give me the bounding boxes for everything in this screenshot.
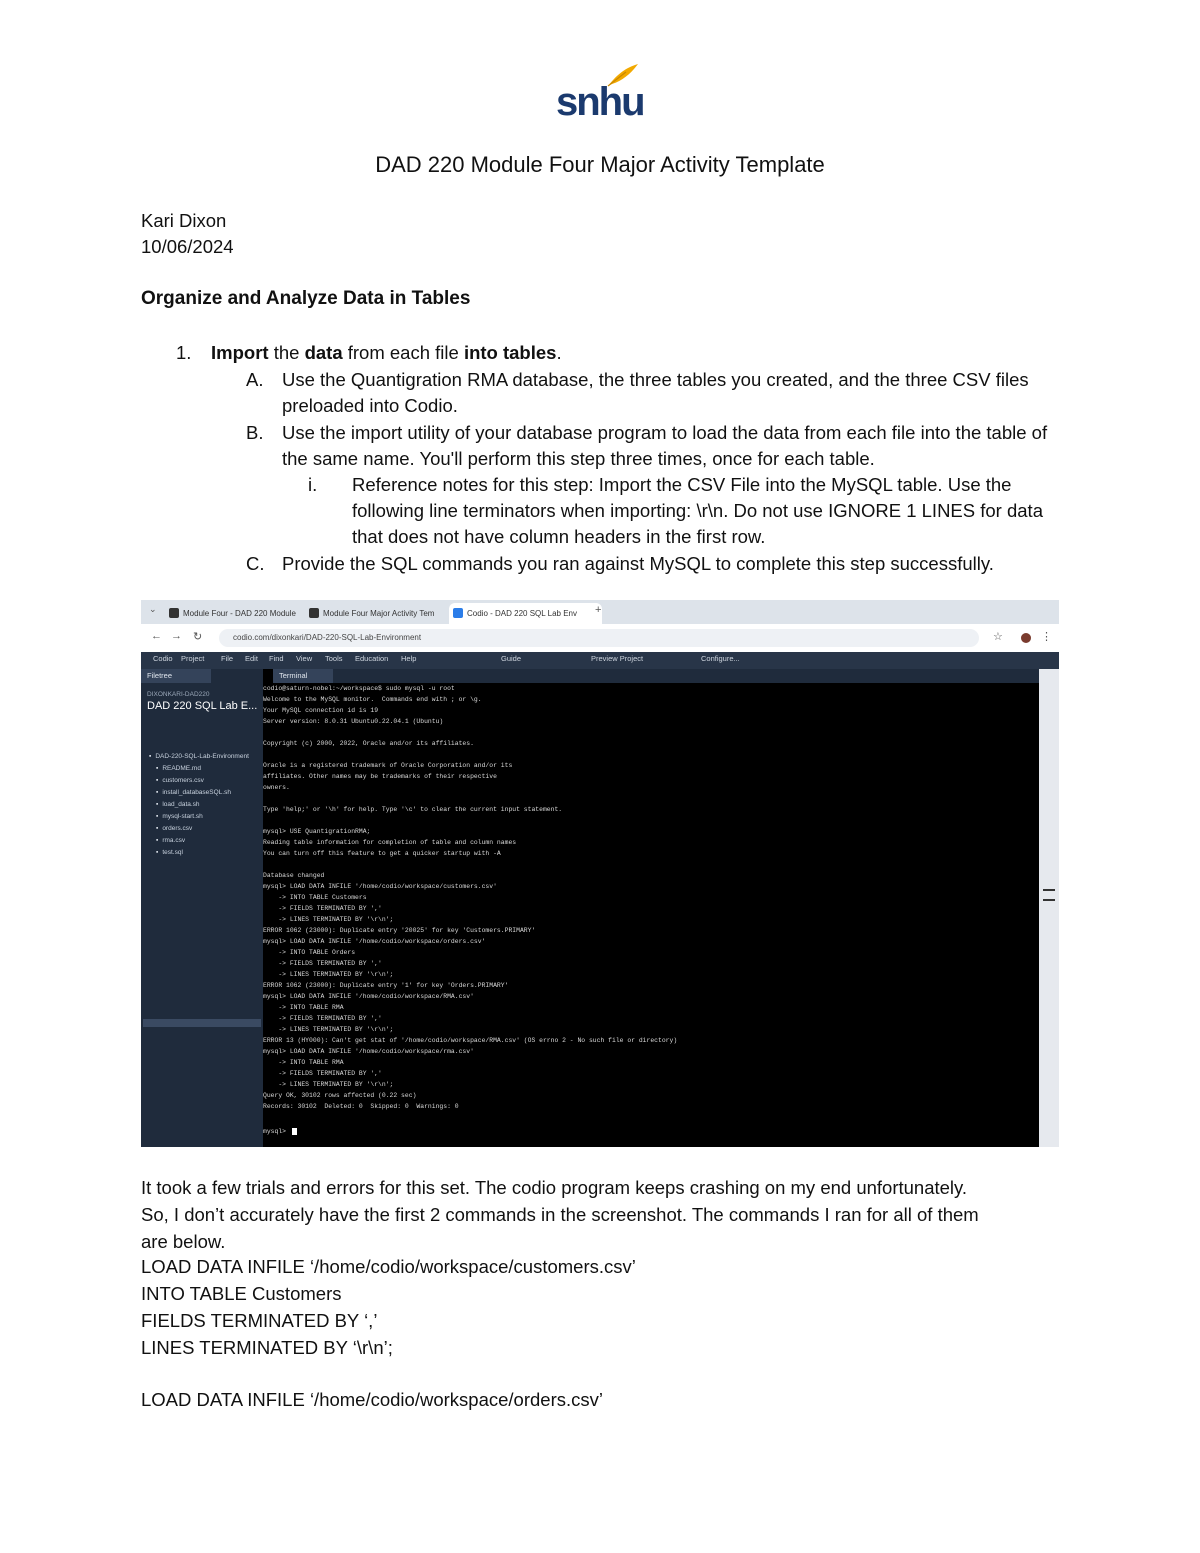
tree-item[interactable]: ▪ load_data.sh [156, 801, 258, 808]
tree-root[interactable]: ▪ DAD-220-SQL-Lab-Environment [149, 753, 251, 760]
url-input[interactable]: codio.com/dixonkari/DAD-220-SQL-Lab-Environment [219, 629, 979, 647]
author-name: Kari Dixon [141, 210, 227, 231]
terminal-line: Records: 30102 Deleted: 0 Skipped: 0 Warnings: 0 [263, 1103, 459, 1110]
menu-guide[interactable]: Guide [501, 654, 522, 663]
terminal-line: You can turn off this feature to get a quicker startup with -A [263, 850, 501, 857]
browser-tab-1[interactable]: Module Four - DAD 220 Module [165, 603, 313, 624]
terminal-output[interactable] [263, 683, 1039, 1147]
menu-edit[interactable]: Edit [245, 654, 258, 663]
browser-tab-2[interactable]: Module Four Major Activity Tem [305, 603, 458, 624]
menu-find[interactable]: Find [269, 654, 284, 663]
document-date: 10/06/2024 [141, 236, 234, 257]
terminal-line: -> FIELDS TERMINATED BY ',' [263, 960, 382, 967]
command-line-4: LINES TERMINATED BY ‘\r\n’; [141, 1337, 393, 1358]
terminal-line: -> FIELDS TERMINATED BY ',' [263, 1015, 382, 1022]
menu-project[interactable]: Project [181, 654, 205, 663]
tree-item[interactable]: ▪ README.md [156, 765, 258, 772]
back-icon[interactable]: ← [151, 630, 162, 642]
terminal-line: -> INTO TABLE RMA [263, 1004, 344, 1011]
terminal-line: -> FIELDS TERMINATED BY ',' [263, 905, 382, 912]
terminal-line: mysql> LOAD DATA INFILE '/home/codio/workspace/orders.csv' [263, 938, 486, 945]
menu-codio[interactable]: Codio [153, 654, 173, 663]
response-line-3: are below. [141, 1231, 226, 1252]
file-tree-panel [141, 669, 263, 1147]
menu-preview-project[interactable]: Preview Project [591, 654, 644, 663]
step-c-text: Provide the SQL commands you ran against MySQL to complete this step successfully. [282, 553, 994, 574]
command-line-2: INTO TABLE Customers [141, 1283, 342, 1304]
tree-item[interactable]: ▪ rma.csv [156, 837, 258, 844]
terminal-line: Type 'help;' or '\h' for help. Type '\c' to clear the current input statement. [263, 806, 563, 813]
step-b-letter: B. [246, 422, 264, 443]
terminal-line: Reading table information for completion of table and column names [263, 839, 517, 846]
project-name[interactable]: DAD 220 SQL Lab E... [147, 700, 258, 712]
codio-menubar [141, 652, 1059, 669]
reload-icon[interactable]: ↻ [193, 631, 203, 643]
tree-item[interactable]: ▪ orders.csv [156, 825, 258, 832]
terminal-line: -> INTO TABLE Orders [263, 949, 356, 956]
forward-icon[interactable]: → [171, 630, 182, 642]
terminal-line: owners. [263, 784, 290, 791]
terminal-line: affiliates. Other names may be trademarks of their respective [263, 773, 497, 780]
step-i-letter: i. [308, 474, 318, 495]
right-scroll-panel [1039, 669, 1059, 1147]
menu-education[interactable]: Education [355, 654, 389, 663]
terminal-line: Copyright (c) 2000, 2022, Oracle and/or its affiliates. [263, 740, 474, 747]
star-icon[interactable]: ☆ [993, 631, 1003, 643]
terminal-tab[interactable]: Terminal [273, 669, 333, 683]
terminal-prompt[interactable] [263, 1128, 297, 1136]
browser-tab-3[interactable]: Codio - DAD 220 SQL Lab Env [449, 603, 602, 624]
tree-item[interactable]: ▪ mysql-start.sh [156, 813, 258, 820]
terminal-line: mysql> USE QuantigrationRMA; [263, 828, 371, 835]
step-1-from: from each file [342, 342, 464, 363]
terminal-line: -> INTO TABLE Customers [263, 894, 367, 901]
terminal-line: ERROR 1062 (23000): Duplicate entry '1' for key 'Orders.PRIMARY' [263, 982, 509, 989]
browser-tab-bar [141, 600, 1059, 624]
terminal-line: Your MySQL connection id is 19 [263, 707, 379, 714]
menu-configure[interactable]: Configure... [701, 654, 740, 663]
terminal-line: Server version: 8.0.31 Ubuntu0.22.04.1 (Ubuntu) [263, 718, 444, 725]
tab-favicon-icon [453, 608, 463, 618]
step-i-text: Reference notes for this step: Import the CSV File into the MySQL table. Use the following line terminators when importing: \r\n. Do not use IGNORE 1 LINES for data that does not have column headers in the first row. [352, 474, 1043, 547]
prompt-text: mysql> [263, 1128, 290, 1136]
step-1-text [211, 340, 562, 366]
step-1-data: data [304, 342, 343, 363]
command-line-3: FIELDS TERMINATED BY ‘,’ [141, 1310, 378, 1331]
step-a-letter: A. [246, 369, 264, 390]
sidebar-scrollbar[interactable] [143, 1019, 261, 1027]
tab-favicon-icon [309, 608, 319, 618]
terminal-tab-strip [333, 669, 1039, 683]
filetree-tab[interactable]: Filetree [141, 669, 211, 683]
section-heading: Organize and Analyze Data in Tables [141, 288, 471, 309]
terminal-line: mysql> LOAD DATA INFILE '/home/codio/workspace/rma.csv' [263, 1048, 474, 1055]
menu-tools[interactable]: Tools [325, 654, 343, 663]
menu-help[interactable]: Help [401, 654, 417, 663]
terminal-line: Database changed [263, 872, 325, 879]
terminal-line: Welcome to the MySQL monitor. Commands end with ; or \g. [263, 696, 482, 703]
step-1-period: . [556, 342, 562, 363]
terminal-line: -> LINES TERMINATED BY '\r\n'; [263, 916, 394, 923]
cursor [292, 1128, 297, 1135]
address-bar [141, 624, 1059, 652]
terminal-line: -> LINES TERMINATED BY '\r\n'; [263, 1026, 394, 1033]
terminal-line: -> INTO TABLE RMA [263, 1059, 344, 1066]
codio-screenshot [141, 600, 1059, 1147]
command-line-1: LOAD DATA INFILE ‘/home/codio/workspace/customers.csv’ [141, 1256, 636, 1277]
terminal-line: -> FIELDS TERMINATED BY ',' [263, 1070, 382, 1077]
terminal-line: Query OK, 30102 rows affected (0.22 sec) [263, 1092, 417, 1099]
new-tab-icon[interactable]: + [595, 604, 602, 616]
response-line-1: It took a few trials and errors for this set. The codio program keeps crashing on my end unfortunately. [141, 1177, 968, 1198]
step-1-the: the [268, 342, 305, 363]
tree-item[interactable]: ▪ install_databaseSQL.sh [156, 789, 258, 796]
menu-view[interactable]: View [296, 654, 313, 663]
step-1-import: Import [211, 342, 269, 363]
terminal-line: mysql> LOAD DATA INFILE '/home/codio/workspace/RMA.csv' [263, 993, 474, 1000]
terminal-line: ERROR 13 (HY000): Can't get stat of '/home/codio/workspace/RMA.csv' (OS errno 2 - No such file or directory) [263, 1037, 678, 1044]
terminal-line: Oracle is a registered trademark of Oracle Corporation and/or its [263, 762, 513, 769]
kebab-menu-icon[interactable]: ⋮ [1041, 631, 1052, 643]
tab-favicon-icon [169, 608, 179, 618]
terminal-line: -> LINES TERMINATED BY '\r\n'; [263, 971, 394, 978]
step-1-number: 1. [176, 342, 192, 363]
menu-file[interactable]: File [221, 654, 234, 663]
tree-item[interactable]: ▪ test.sql [156, 849, 258, 856]
tab-search-icon: ⌄ [149, 604, 157, 614]
terminal-line: ERROR 1062 (23000): Duplicate entry '20025' for key 'Customers.PRIMARY' [263, 927, 536, 934]
step-b-text: Use the import utility of your database program to load the data from each file into the table of the same name. You'll perform this step three times, once for each table. [282, 422, 1048, 469]
project-owner: DIXONKARI-DAD220 [147, 691, 210, 698]
command-line-6: LOAD DATA INFILE ‘/home/codio/workspace/orders.csv’ [141, 1389, 603, 1410]
response-line-2: So, I don’t accurately have the first 2 commands in the screenshot. The commands I ran for all of them [141, 1204, 979, 1225]
terminal-line: -> LINES TERMINATED BY '\r\n'; [263, 1081, 394, 1088]
avatar[interactable] [1021, 633, 1031, 643]
terminal-line: mysql> LOAD DATA INFILE '/home/codio/workspace/customers.csv' [263, 883, 497, 890]
terminal-line: codio@saturn-nobel:~/workspace$ sudo mysql -u root [263, 685, 455, 692]
step-1-into-tables: into tables [463, 342, 557, 363]
snhu-logo [556, 62, 646, 128]
step-c-letter: C. [246, 553, 265, 574]
logo-text: snhu [556, 80, 644, 124]
step-a-text: Use the Quantigration RMA database, the three tables you created, and the three CSV files preloaded into Codio. [282, 369, 1029, 416]
tree-item[interactable]: ▪ customers.csv [156, 777, 258, 784]
resize-handle-icon[interactable] [1043, 889, 1055, 901]
document-title: DAD 220 Module Four Major Activity Template [375, 152, 825, 177]
